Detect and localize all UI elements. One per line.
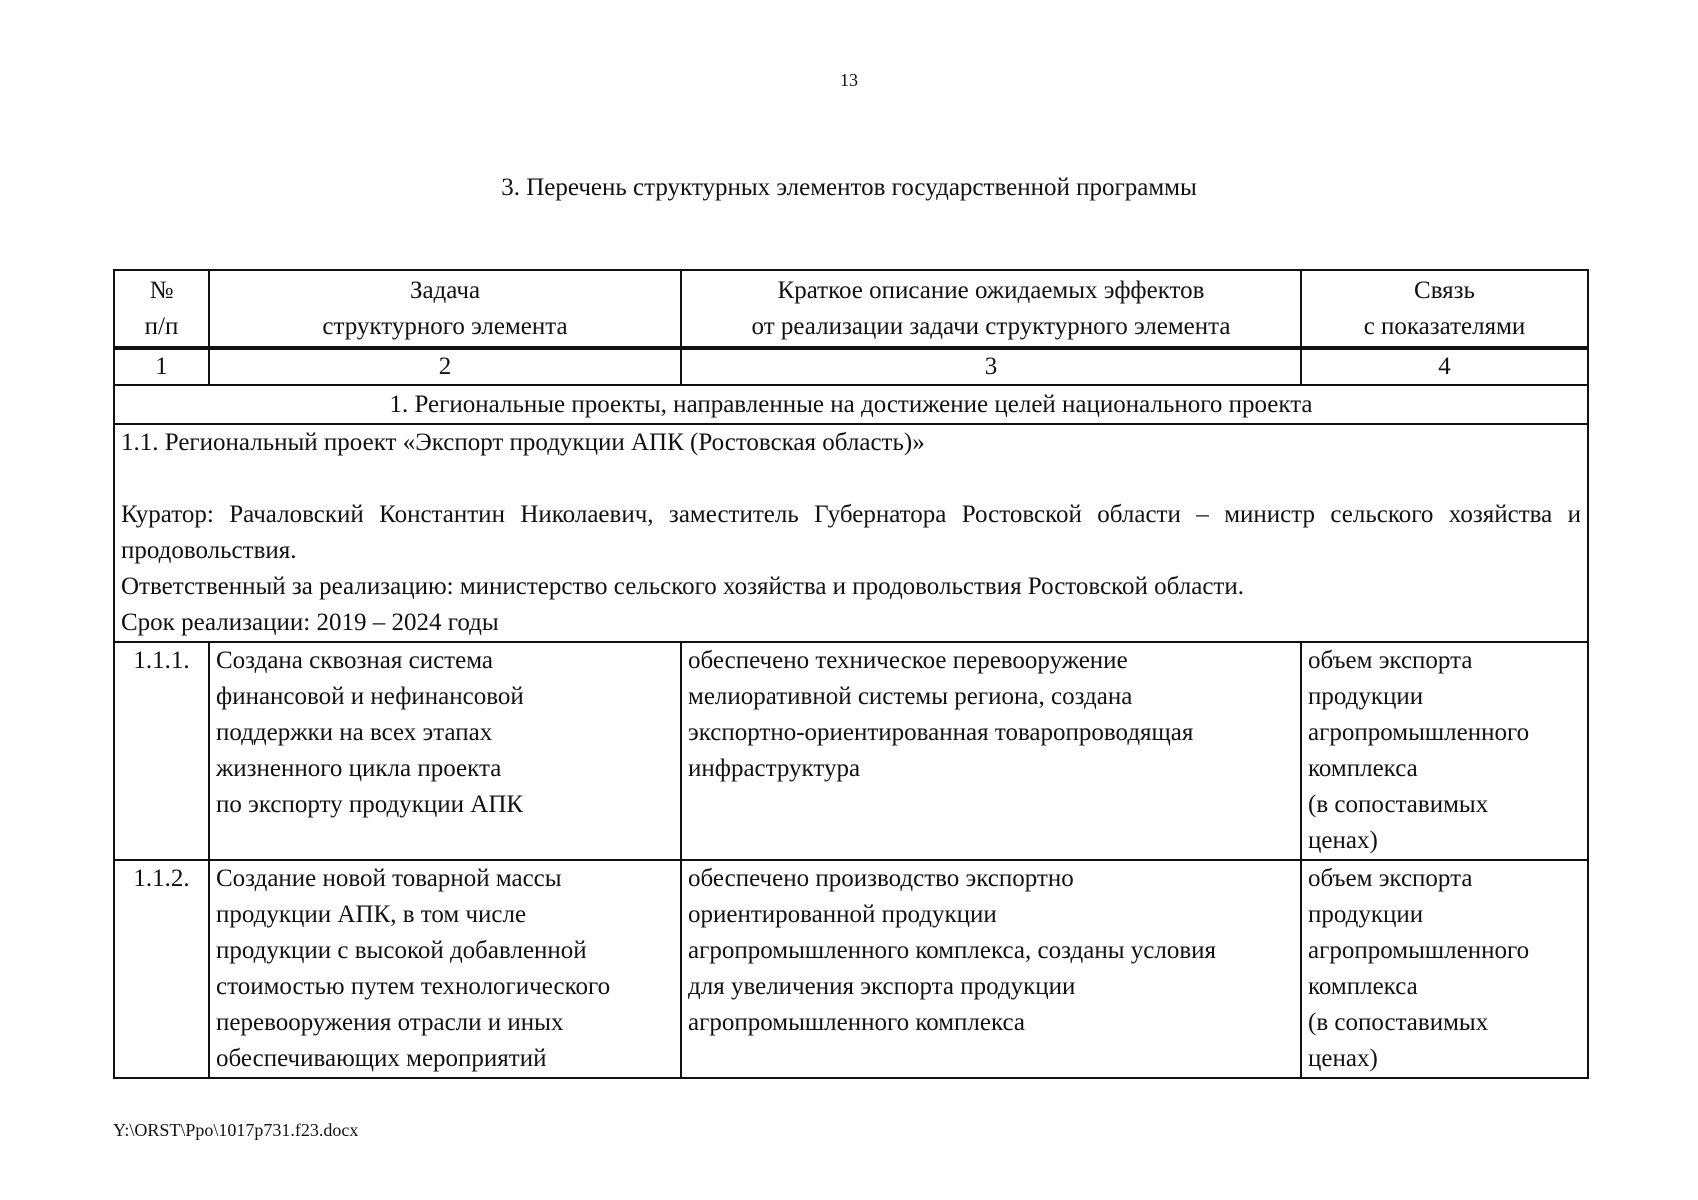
row-indicator	[1301, 642, 1588, 860]
effect-line: инфраструктура	[688, 755, 861, 782]
project-title: 1.1. Региональный проект «Экспорт продукции АПК (Ростовская область)»	[121, 429, 925, 456]
header-indicators	[1301, 270, 1588, 348]
indicator-line: комплекса	[1308, 755, 1418, 782]
row-effect	[681, 860, 1301, 1078]
column-number: 4	[1301, 348, 1588, 385]
row-indicator	[1301, 860, 1588, 1078]
indicator-line: (в сопоставимых	[1308, 791, 1489, 818]
indicator-line: комплекса	[1308, 973, 1418, 1000]
header-indicators-line2: с показателями	[1363, 313, 1526, 340]
task-line: стоимостью путем технологического	[216, 973, 611, 1000]
task-line: жизненного цикла проекта	[216, 755, 502, 782]
effect-line: обеспечено техническое перевооружение	[688, 647, 1128, 674]
row-index: 1.1.1.	[114, 642, 209, 860]
task-line: по экспорту продукции АПК	[216, 791, 524, 818]
task-line: Создание новой товарной массы	[216, 865, 562, 892]
structural-elements-table	[113, 269, 1589, 1079]
header-number	[114, 270, 209, 348]
task-line: финансовой и нефинансовой	[216, 683, 524, 710]
indicator-line: (в сопоставимых	[1308, 1009, 1489, 1036]
column-number: 3	[681, 348, 1301, 385]
table-row	[114, 642, 1588, 860]
indicator-line: агропромышленного	[1308, 937, 1530, 964]
indicator-line: ценах)	[1308, 1045, 1378, 1072]
header-effects-line1: Краткое описание ожидаемых эффектов	[777, 277, 1205, 304]
effect-line: агропромышленного комплекса	[688, 1009, 1026, 1036]
header-task-line1: Задача	[409, 277, 481, 304]
task-line: обеспечивающих мероприятий	[216, 1045, 547, 1072]
header-effects	[681, 270, 1301, 348]
indicator-line: ценах)	[1308, 827, 1378, 854]
column-number: 2	[209, 348, 681, 385]
project-info	[114, 424, 1588, 642]
page-number: 13	[840, 70, 858, 90]
task-line: Создана сквозная система	[216, 647, 493, 674]
header-number-line1: №	[149, 277, 174, 304]
project-curator: Куратор: Рачаловский Константин Николаевич, заместитель Губернатора Ростовской области – министр сельского хозяйства и продовольствия.	[121, 501, 1581, 564]
header-task	[209, 270, 681, 348]
table-header-row	[114, 270, 1588, 348]
project-row	[114, 424, 1588, 642]
effect-line: агропромышленного комплекса, созданы условия	[688, 937, 1217, 964]
project-term: Срок реализации: 2019 – 2024 годы	[121, 609, 499, 636]
column-number-row	[114, 348, 1588, 385]
indicator-line: агропромышленного	[1308, 719, 1530, 746]
spacer	[121, 461, 1581, 497]
effect-line: ориентированной продукции	[688, 901, 997, 928]
row-task	[209, 860, 681, 1078]
table-row	[114, 860, 1588, 1078]
section-title: 3. Перечень структурных элементов государственной программы	[501, 174, 1197, 201]
project-responsible: Ответственный за реализацию: министерство сельского хозяйства и продовольствия Ростовской области.	[121, 573, 1244, 600]
effect-line: для увеличения экспорта продукции	[688, 973, 1076, 1000]
section-heading-row	[114, 385, 1588, 424]
column-number: 1	[114, 348, 209, 385]
indicator-line: продукции	[1308, 901, 1424, 928]
task-line: поддержки на всех этапах	[216, 719, 493, 746]
header-number-line2: п/п	[144, 313, 179, 340]
row-effect	[681, 642, 1301, 860]
task-line: продукции АПК, в том числе	[216, 901, 527, 928]
file-path: Y:\ORST\Ppo\1017p731.f23.docx	[113, 1120, 359, 1140]
header-task-line2: структурного элемента	[322, 313, 568, 340]
indicator-line: продукции	[1308, 683, 1424, 710]
indicator-line: объем экспорта	[1308, 647, 1473, 674]
effect-line: мелиоративной системы региона, создана	[688, 683, 1133, 710]
row-task	[209, 642, 681, 860]
task-line: продукции с высокой добавленной	[216, 937, 587, 964]
section-heading: 1. Региональные проекты, направленные на достижение целей национального проекта	[114, 385, 1588, 424]
effect-line: экспортно-ориентированная товаропроводящая	[688, 719, 1194, 746]
row-index: 1.1.2.	[114, 860, 209, 1078]
effect-line: обеспечено производство экспортно	[688, 865, 1074, 892]
indicator-line: объем экспорта	[1308, 865, 1473, 892]
header-effects-line2: от реализации задачи структурного элемента	[751, 313, 1231, 340]
header-indicators-line1: Связь	[1414, 277, 1475, 304]
task-line: перевооружения отрасли и иных	[216, 1009, 564, 1036]
